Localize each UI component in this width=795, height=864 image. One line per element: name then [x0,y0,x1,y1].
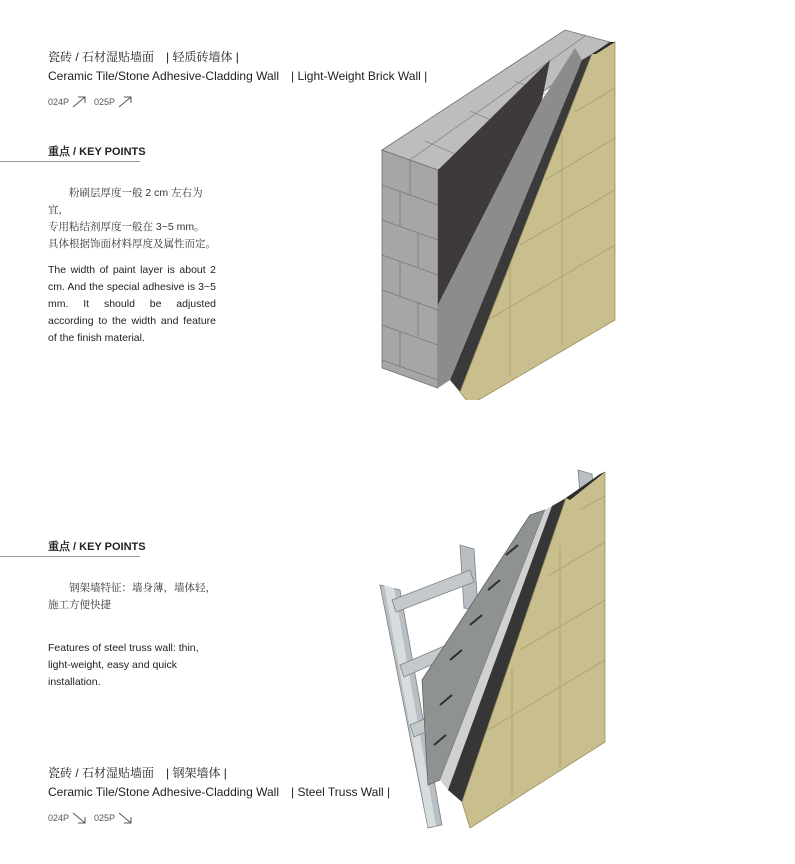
bottom-page-ref-b[interactable]: 025P [94,813,116,823]
top-title-cn: 瓷砖 / 石材湿贴墙面 | 轻质砖墙体 | [48,50,239,64]
arrow-down-right-icon [118,812,132,824]
brick-wall-illustration [370,20,630,400]
bottom-key-points-divider [0,556,140,557]
bottom-cn-line: 施工方便快捷 [48,599,111,611]
bottom-page-ref-a[interactable]: 024P [48,813,70,823]
arrow-up-right-icon [118,96,132,108]
bottom-en-notes: Features of steel truss wall: thin, light-weight, easy and quick installation. [48,642,199,688]
bottom-title-en: Ceramic Tile/Stone Adhesive-Cladding Wall | Steel Truss Wall | [48,785,391,799]
bottom-page-refs [48,812,140,824]
bottom-cn-notes [48,580,218,614]
top-en-notes: The width of paint layer is about 2 cm. And the special adhesive is 3~5 mm. It should be adjusted according to the width and feature of the finish material. [48,264,216,344]
top-page-ref-a[interactable]: 024P [48,97,70,107]
top-cn-line: 具体根据饰面材料厚度及属性而定。 [48,238,216,250]
arrow-up-right-icon [72,96,86,108]
top-cn-notes [48,185,218,253]
top-key-points-heading: 重点 / KEY POINTS [48,146,146,158]
top-page-ref-b[interactable]: 025P [94,97,116,107]
bottom-key-points-heading: 重点 / KEY POINTS [48,541,146,553]
steel-truss-wall-illustration [370,460,630,840]
top-cn-line: 专用粘结剂厚度一般在 3~5 mm。 [48,221,205,233]
bottom-cn-line: 钢架墙特征：墙身薄，墙体轻， [69,582,216,594]
top-page-refs [48,96,140,108]
top-key-points-divider [0,161,140,162]
arrow-down-right-icon [72,812,86,824]
bottom-title-cn: 瓷砖 / 石材湿贴墙面 | 钢架墙体 | [48,766,227,780]
top-cn-line: 粉刷层厚度一般 2 cm 左右为宜， [48,187,203,216]
top-title-en: Ceramic Tile/Stone Adhesive-Cladding Wall | Light-Weight Brick Wall | [48,69,428,83]
